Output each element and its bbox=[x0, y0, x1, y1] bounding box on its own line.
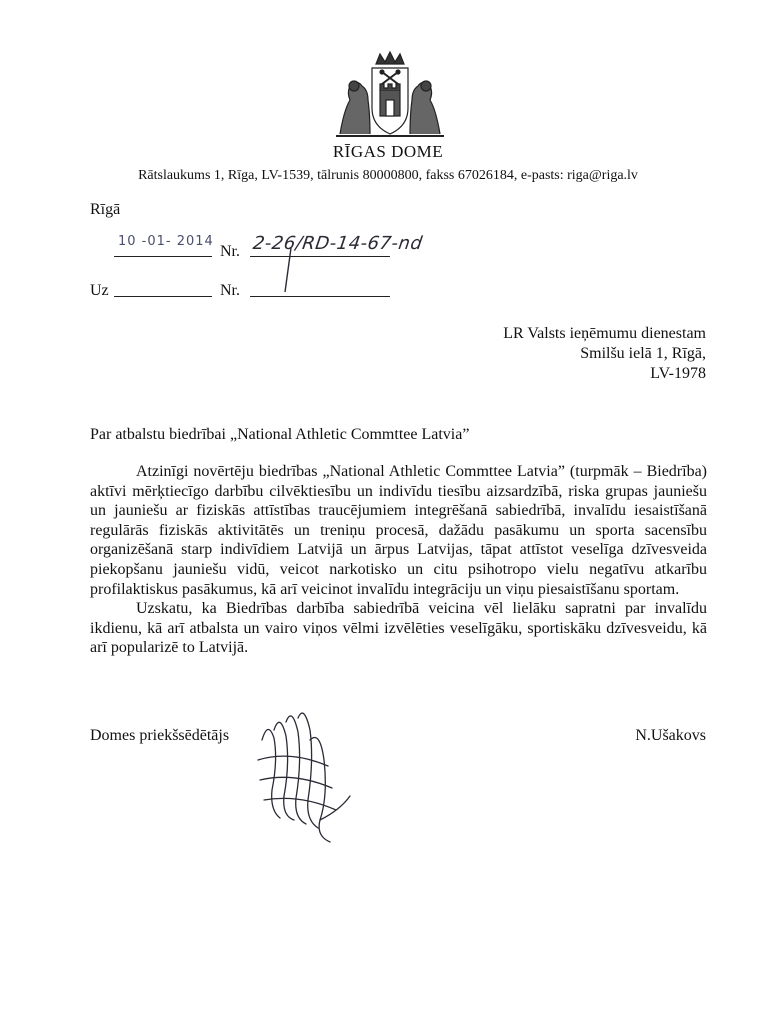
recipient-line-3: LV-1978 bbox=[650, 365, 706, 382]
reference-number-label: Nr. bbox=[220, 282, 240, 299]
letter-body bbox=[90, 462, 707, 658]
number-label: Nr. bbox=[220, 243, 240, 260]
number-underline bbox=[250, 256, 390, 257]
body-paragraph-1: Atzinīgi novērtēju biedrības „National Athletic Commttee Latvia” (turpmāk – Biedrība) aktīvi mērķtiecīgo darbību cilvēktiesību un indivīdu tiesību aizsardzībā, riska grupas jauniešu un jauniešu ar fiziskās attīstības traucējumiem integrēšanā sabiedrībā, invalīdu iesaistīšanā regulārās fiziskās aktivitātēs un treniņu procesā, dažādu pasākumu un sporta sacensību organizēšanā starp indivīdiem Latvijā un ārpus Latvijas, tāpat attīstot veselīga dzīvesveida piekopšanu jauniešu vidū, veicot narkotisko un citu psihotropo vielu negatīvu atkarību profilaktiskus pasākumus, kā arī veicinot invalīdu integrāciju un viņu piesaistīšanu sportam. bbox=[90, 463, 707, 598]
document-number: 2-26/RD-14-67-nd bbox=[251, 233, 424, 254]
recipient-block bbox=[503, 324, 706, 384]
place-label: Rīgā bbox=[90, 201, 121, 218]
recipient-line-2: Smilšu ielā 1, Rīgā, bbox=[580, 345, 706, 362]
reference-number-underline bbox=[250, 296, 390, 297]
signatory-title: Domes priekšsēdētājs bbox=[90, 727, 230, 744]
date-underline bbox=[114, 256, 212, 257]
recipient-line-1: LR Valsts ieņēmumu dienestam bbox=[503, 325, 706, 342]
signatory-name: N.Ušakovs bbox=[635, 727, 706, 744]
organization-name: RĪGAS DOME bbox=[332, 142, 444, 161]
pen-stroke bbox=[282, 246, 294, 294]
reference-label: Uz bbox=[90, 282, 109, 299]
date-stamp: 10 -01- 2014 bbox=[118, 234, 214, 249]
handwritten-signature bbox=[250, 700, 360, 850]
organization-address: Rātslaukums 1, Rīga, LV-1539, tālrunis 80000800, fakss 67026184, e-pasts: riga@riga.lv bbox=[138, 168, 638, 183]
coat-of-arms-logo bbox=[330, 50, 450, 142]
letter-subject: Par atbalstu biedrībai „National Athletic Commttee Latvia” bbox=[90, 426, 470, 443]
body-paragraph-2: Uzskatu, ka Biedrības darbība sabiedrībā veicina vēl lielāku sapratni par invalīdu ikdienu, kā arī atbalsta un vairo viņos vēlmi izvēlēties veselīgāku, sportiskāku dzīvesveidu, kā arī popularizē to Latvijā. bbox=[90, 600, 707, 657]
reference-date-underline bbox=[114, 296, 212, 297]
